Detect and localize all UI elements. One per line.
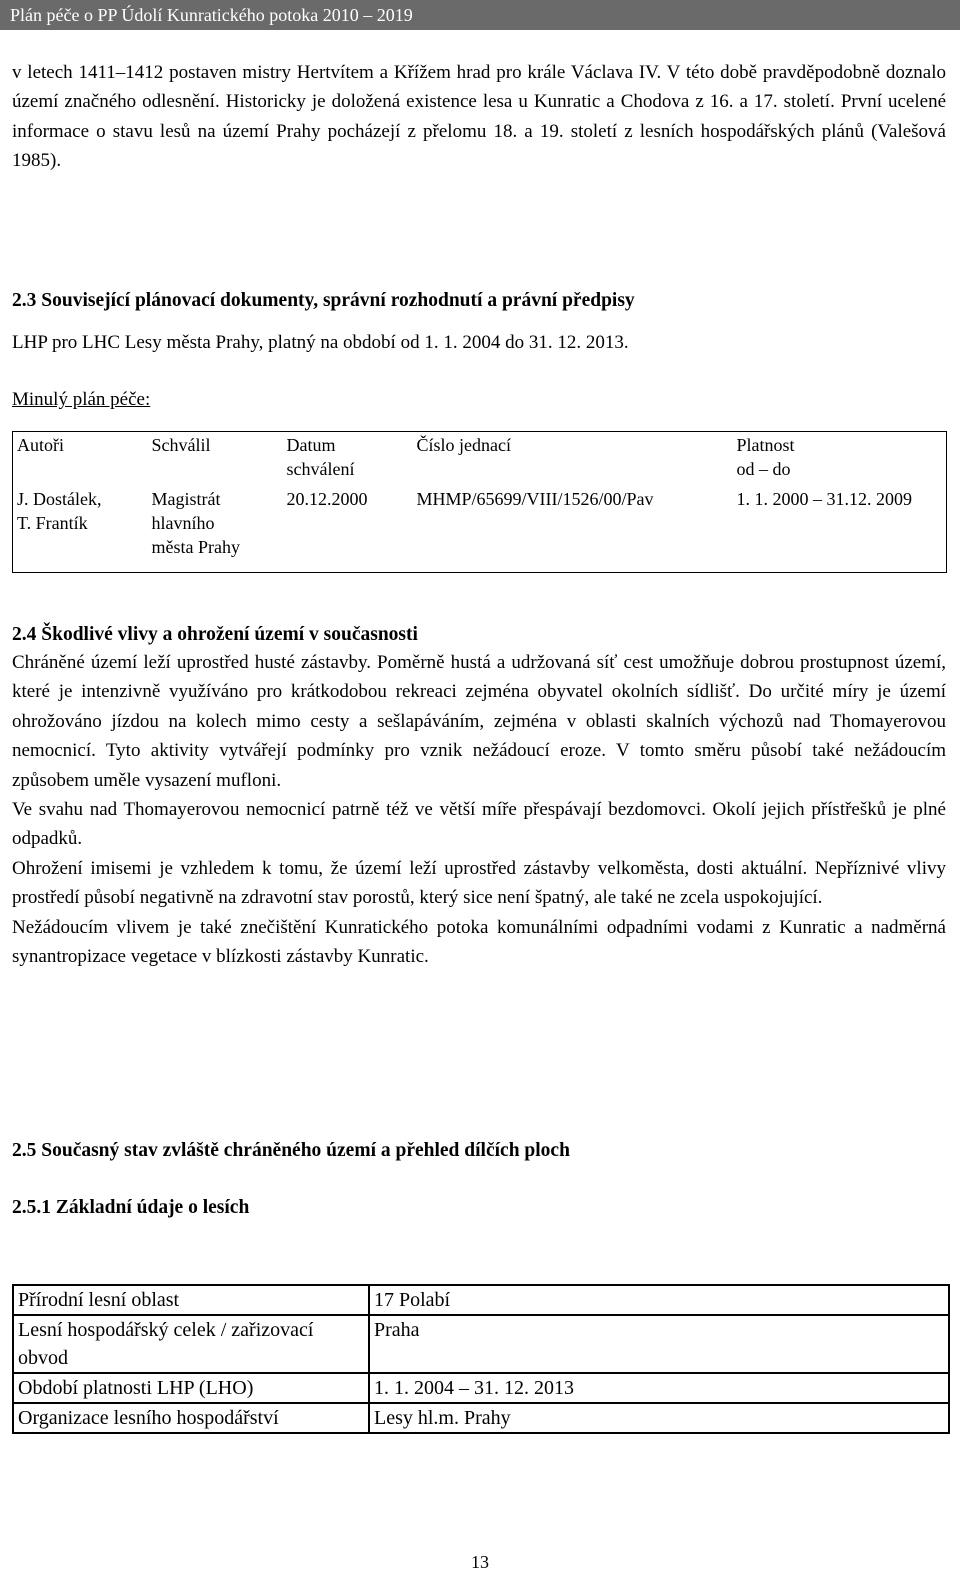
table-row	[13, 1285, 949, 1315]
table-row	[13, 1315, 949, 1373]
table-row	[13, 487, 947, 573]
header-approved-by: Schválil	[151, 435, 211, 455]
table-value: 17 Polabí	[369, 1285, 949, 1315]
paragraph: Ohrožení imisemi je vzhledem k tomu, že území leží uprostřed zástavby velkoměsta, dosti aktuální. Nepříznivé vlivy prostředí působí negativně na zdravotní stav porostů, který sice není špatný, ale také ne zcela uspokojující.	[12, 857, 946, 909]
table-row	[13, 1373, 949, 1403]
header-reference-number: Číslo jednací	[416, 435, 511, 455]
cell-approved-by: Magistrát hlavního města Prahy	[151, 489, 240, 557]
section-2-5-heading: 2.5 Současný stav zvláště chráněného území a přehled dílčích ploch	[12, 1140, 570, 1161]
table-key: Přírodní lesní oblast	[13, 1285, 369, 1315]
forest-basic-data-table	[12, 1284, 950, 1434]
header-authors: Autoři	[17, 435, 64, 455]
page-number: 13	[471, 1552, 489, 1572]
table-row	[13, 1403, 949, 1433]
paragraph: Nežádoucím vlivem je také znečištění Kunratického potoka komunálními odpadními vodami z Kunratic a nadměrná synantropizace vegetace v blízkosti zástavby Kunratic.	[12, 916, 946, 968]
table-header-row	[13, 432, 947, 488]
paragraph: Ve svahu nad Thomayerovou nemocnicí patrně též ve větší míře přespávají bezdomovci. Okolí jejich přístřešků je plné odpadků.	[12, 799, 946, 850]
header-approval-date: Datum schválení	[286, 435, 355, 479]
lhp-validity-line: LHP pro LHC Lesy města Prahy, platný na období od 1. 1. 2004 do 31. 12. 2013.	[12, 332, 629, 353]
page-header	[0, 0, 960, 30]
table-key: Lesní hospodářský celek / zařizovací obvod	[13, 1315, 369, 1373]
cell-reference-number: MHMP/65699/VIII/1526/00/Pav	[416, 489, 654, 509]
table-value: 1. 1. 2004 – 31. 12. 2013	[369, 1373, 949, 1403]
section-2-3-heading: 2.3 Související plánovací dokumenty, správní rozhodnutí a právní předpisy	[12, 290, 635, 311]
intro-text: v letech 1411–1412 postaven mistry Hertvítem a Křížem hrad pro krále Václava IV. V této době pravděpodobně doznalo území značného odlesnění. Historicky je doložená existence lesa u Kunratic a Chodova z 16. a 17. století. První ucelené informace o stavu lesů na území Prahy pocházejí z přelomu 18. a 19. století z lesních hospodářských plánů (Valešová 1985).	[12, 62, 946, 172]
header-validity: Platnost od – do	[736, 435, 795, 479]
cell-approval-date: 20.12.2000	[286, 489, 368, 509]
previous-plan-label: Minulý plán péče:	[12, 389, 151, 410]
cell-authors: J. Dostálek, T. Frantík	[17, 489, 102, 533]
section-2-4-body	[12, 648, 946, 971]
paragraph: Chráněné území leží uprostřed husté zástavby. Poměrně hustá a udržovaná síť cest umožňuje dobrou prostupnost území, které je intenzivně využíváno pro krátkodobou rekreaci zejména obyvatel okolních sídlišť. Do určité míry je území ohrožováno jízdou na kolech mimo cesty a sešlapáváním, zejména v oblasti skalních výchozů nad Thomayerovou nemocnicí. Tyto aktivity vytvářejí podmínky pro vznik nežádoucí eroze. V tomto směru působí také nežádoucím způsobem uměle vysazení mufloni.	[12, 652, 946, 791]
section-2-5-1-heading: 2.5.1 Základní údaje o lesích	[12, 1197, 250, 1218]
cell-validity: 1. 1. 2000 – 31.12. 2009	[736, 489, 912, 509]
page-header-title: Plán péče o PP Údolí Kunratického potoka 2010 – 2019	[10, 5, 413, 25]
table-key: Organizace lesního hospodářství	[13, 1403, 369, 1433]
table-value: Lesy hl.m. Prahy	[369, 1403, 949, 1433]
previous-plan-table	[12, 431, 947, 573]
section-2-4-heading: 2.4 Škodlivé vlivy a ohrožení území v současnosti	[12, 624, 418, 645]
table-key: Období platnosti LHP (LHO)	[13, 1373, 369, 1403]
intro-paragraph	[12, 58, 946, 176]
table-value: Praha	[369, 1315, 949, 1373]
